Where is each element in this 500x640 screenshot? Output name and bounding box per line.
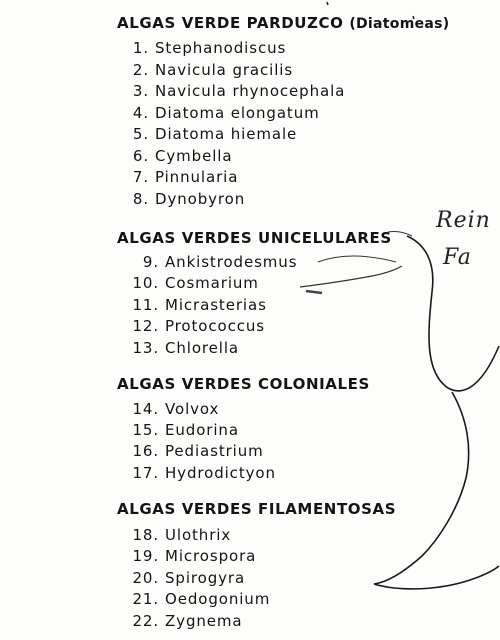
section-heading-text: ALGAS VERDES COLONIALES bbox=[117, 375, 370, 393]
ink-bracket-curve bbox=[374, 392, 469, 584]
item-number: 8. bbox=[132, 190, 149, 208]
item-number: 11. bbox=[132, 296, 159, 314]
item-number: 4. bbox=[132, 104, 149, 122]
handwritten-note-line1: Rein bbox=[436, 208, 491, 233]
item-name: Stephanodiscus bbox=[155, 39, 287, 57]
handwritten-note-line2: Fa bbox=[443, 245, 472, 270]
item-name: Diatoma elongatum bbox=[155, 104, 320, 122]
ink-scribble bbox=[388, 232, 412, 237]
item-name: Protococcus bbox=[165, 317, 265, 335]
section-heading-note: (Diatomeas) bbox=[349, 16, 450, 32]
item-number: 5. bbox=[132, 125, 149, 143]
ink-dot bbox=[327, 2, 328, 5]
item-number: 22. bbox=[132, 612, 159, 630]
item-name: Spirogyra bbox=[165, 569, 246, 587]
item-name: Microspora bbox=[165, 547, 257, 565]
item-name: Diatoma hiemale bbox=[155, 125, 298, 143]
item-number: 18. bbox=[132, 526, 159, 544]
item-name: Ankistrodesmus bbox=[165, 253, 298, 271]
item-number: 13. bbox=[132, 339, 159, 357]
item-name: Navicula rhynocephala bbox=[155, 82, 346, 100]
item-name: Chlorella bbox=[165, 339, 240, 357]
item-number: 19. bbox=[132, 547, 159, 565]
section-heading-text: ALGAS VERDE PARDUZCO bbox=[117, 14, 344, 32]
item-number: 1. bbox=[132, 39, 149, 57]
item-name: Ulothrix bbox=[165, 526, 232, 544]
item-name: Zygnema bbox=[165, 612, 243, 630]
item-name: Pinnularia bbox=[155, 168, 239, 186]
ink-bracket-curve bbox=[407, 236, 499, 391]
item-name: Eudorina bbox=[165, 421, 239, 439]
item-number: 10. bbox=[132, 274, 159, 292]
item-number: 14. bbox=[132, 400, 159, 418]
item-name: Hydrodictyon bbox=[165, 464, 276, 482]
ink-scribble bbox=[300, 266, 402, 287]
section-heading-text: ALGAS VERDES FILAMENTOSAS bbox=[117, 500, 397, 518]
item-number: 16. bbox=[132, 442, 159, 460]
item-number: 6. bbox=[132, 147, 149, 165]
ink-dot bbox=[413, 16, 414, 19]
ink-scribble bbox=[318, 256, 396, 262]
item-number: 15. bbox=[132, 421, 159, 439]
item-name: Cosmarium bbox=[165, 274, 259, 292]
item-name: Dynobyron bbox=[155, 190, 246, 208]
ink-scribble bbox=[306, 291, 322, 293]
item-number: 20. bbox=[132, 569, 159, 587]
item-number: 2. bbox=[132, 61, 149, 79]
item-number: 3. bbox=[132, 82, 149, 100]
section-heading-text: ALGAS VERDES UNICELULARES bbox=[117, 229, 392, 247]
item-name: Navicula gracilis bbox=[155, 61, 294, 79]
item-name: Micrasterias bbox=[165, 296, 267, 314]
item-number: 7. bbox=[132, 168, 149, 186]
item-name: Volvox bbox=[165, 400, 220, 418]
item-name: Oedogonium bbox=[165, 590, 271, 608]
item-name: Pediastrium bbox=[165, 442, 264, 460]
item-number: 17. bbox=[132, 464, 159, 482]
item-number: 12. bbox=[132, 317, 159, 335]
item-number: 21. bbox=[132, 590, 159, 608]
item-name: Cymbella bbox=[155, 147, 233, 165]
item-number: 9. bbox=[142, 253, 159, 271]
